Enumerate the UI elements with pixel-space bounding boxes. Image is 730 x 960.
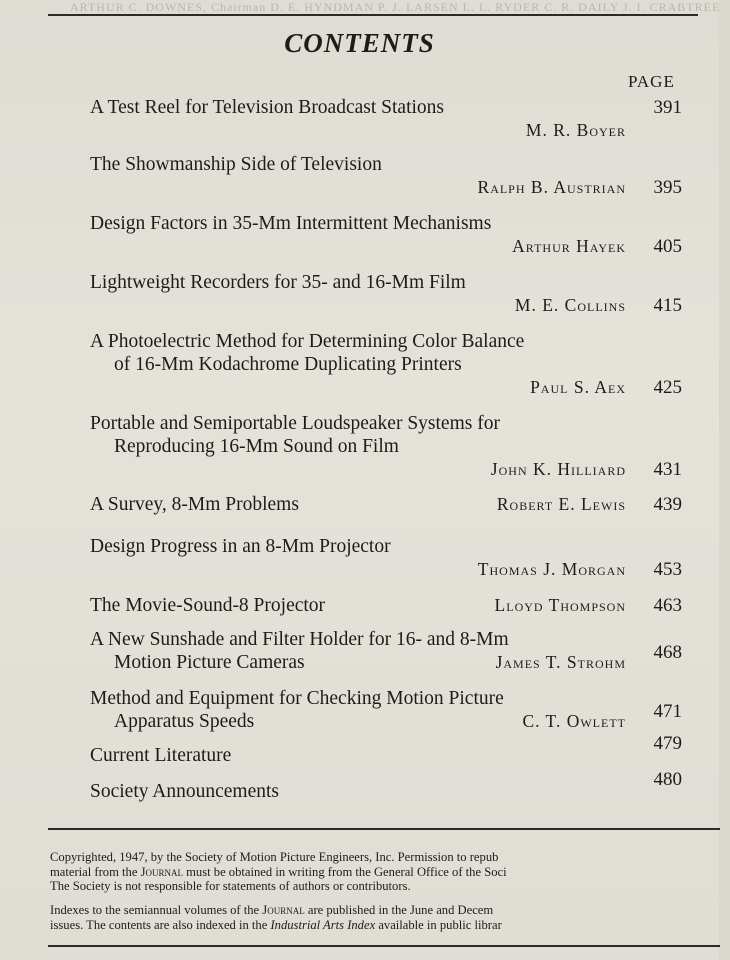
- entry-line: [90, 701, 690, 733]
- index-line: [50, 903, 730, 918]
- toc-entry: [90, 271, 690, 317]
- entry-title: The Movie-Sound-8 Projector: [90, 595, 326, 616]
- entry-title: Current Literature: [90, 745, 232, 766]
- toc-entry: [90, 769, 690, 803]
- copyright-line: Copyrighted, 1947, by the Society of Motion Picture Engineers, Inc. Permission to repub: [50, 850, 499, 864]
- entry-byline: [90, 458, 690, 481]
- toc-entry: [90, 412, 690, 481]
- entry-title: Design Factors in 35-Mm Intermittent Mechanisms: [90, 213, 492, 234]
- entry-byline: [90, 235, 690, 258]
- toc-entry: [90, 687, 690, 733]
- entry-page-number: 425: [653, 377, 682, 398]
- entry-byline: [90, 176, 690, 199]
- entry-author: Lloyd Thompson: [494, 595, 626, 615]
- entry-page-number: 471: [653, 701, 682, 722]
- entry-line: [90, 769, 690, 803]
- toc-entry: [90, 733, 690, 767]
- journal-word: Journal: [140, 864, 183, 879]
- contents-title: CONTENTS: [284, 28, 435, 58]
- entry-title: of 16-Mm Kodachrome Duplicating Printers: [114, 354, 462, 375]
- entry-title: A New Sunshade and Filter Holder for 16- and 8-Mm: [90, 629, 509, 650]
- toc-entry: [90, 212, 690, 258]
- copyright-line: The Society is not responsible for statements of authors or contributors.: [50, 879, 411, 893]
- bleed-through-text: ARTHUR C. DOWNES, Chairman D. E. HYNDMAN P. J. LARSEN L. L. RYDER C. R. DAILY J. I. CRABTREE: [70, 0, 721, 14]
- entry-byline: [90, 294, 690, 317]
- entry-title: A Test Reel for Television Broadcast Stations: [90, 97, 444, 118]
- entry-line: [90, 493, 690, 516]
- copyright-line-part: material from the: [50, 864, 141, 879]
- entry-author: John K. Hilliard: [490, 459, 626, 479]
- entry-line: [90, 594, 690, 617]
- entry-title: Society Announcements: [90, 781, 280, 802]
- footer-rule: [48, 828, 720, 830]
- entry-title: The Showmanship Side of Television: [90, 154, 382, 175]
- entry-title: A Photoelectric Method for Determining Color Balance: [90, 331, 525, 352]
- entry-page-number: 395: [653, 177, 682, 198]
- entry-page-number: 453: [653, 559, 682, 580]
- entry-author: M. E. Collins: [514, 295, 626, 315]
- copyright-line: [50, 865, 730, 880]
- entry-page-number: 480: [653, 769, 682, 790]
- entry-title: Portable and Semiportable Loudspeaker Systems for: [90, 413, 500, 434]
- entry-page-number: 463: [653, 595, 682, 616]
- toc-entry: [90, 628, 690, 674]
- index-notice: [50, 903, 730, 932]
- entry-author: Paul S. Aex: [530, 377, 626, 397]
- index-line-part: Indexes to the semiannual volumes of the: [50, 903, 263, 917]
- entry-author: Robert E. Lewis: [496, 494, 626, 514]
- publication-name: Industrial Arts Index: [270, 917, 376, 932]
- entry-page-number: 391: [653, 97, 682, 118]
- entry-title: Apparatus Speeds: [114, 711, 255, 732]
- page-column-heading: PAGE: [628, 72, 675, 91]
- entry-page-number: 405: [653, 236, 682, 257]
- index-line-part: issues. The contents are also indexed in the: [50, 917, 271, 932]
- toc-entry: [90, 594, 690, 617]
- entry-title: A Survey, 8-Mm Problems: [90, 494, 299, 515]
- toc-entry: [90, 535, 690, 581]
- toc-entry: [90, 96, 690, 142]
- entry-author: James T. Strohm: [495, 652, 626, 672]
- entry-line: [90, 733, 690, 767]
- entry-author: Ralph B. Austrian: [477, 177, 626, 197]
- entry-author: C. T. Owlett: [522, 711, 626, 731]
- toc-entry: [90, 493, 690, 516]
- entry-page-number: 431: [653, 459, 682, 480]
- entry-author: Arthur Hayek: [512, 236, 626, 256]
- toc-entry: [90, 330, 690, 399]
- entry-byline: [90, 558, 690, 581]
- entry-title: Method and Equipment for Checking Motion Picture: [90, 688, 504, 709]
- entry-page-number: 439: [653, 494, 682, 515]
- entry-byline: [90, 376, 690, 399]
- journal-word: Journal: [262, 903, 305, 917]
- entry-title: Design Progress in an 8-Mm Projector: [90, 536, 391, 557]
- index-line-part: available in public librar: [375, 917, 502, 932]
- top-rule: [48, 14, 698, 16]
- entry-title: Motion Picture Cameras: [114, 652, 305, 673]
- entry-page-number: 468: [653, 642, 682, 663]
- entry-title: Lightweight Recorders for 35- and 16-Mm Film: [90, 272, 466, 293]
- copyright-notice: [50, 850, 730, 894]
- entry-author: M. R. Boyer: [525, 120, 626, 140]
- index-line: [50, 918, 730, 933]
- bottom-rule: [48, 945, 720, 947]
- entry-page-number: 415: [653, 295, 682, 316]
- entry-line: [90, 642, 690, 674]
- toc-entry: [90, 153, 690, 199]
- entry-title: Reproducing 16-Mm Sound on Film: [114, 436, 399, 457]
- entry-author: Thomas J. Morgan: [477, 559, 626, 579]
- entry-page-number: 479: [653, 733, 682, 754]
- copyright-line-part: must be obtained in writing from the General Office of the Soci: [182, 864, 507, 879]
- index-line-part: are published in the June and Decem: [304, 903, 494, 917]
